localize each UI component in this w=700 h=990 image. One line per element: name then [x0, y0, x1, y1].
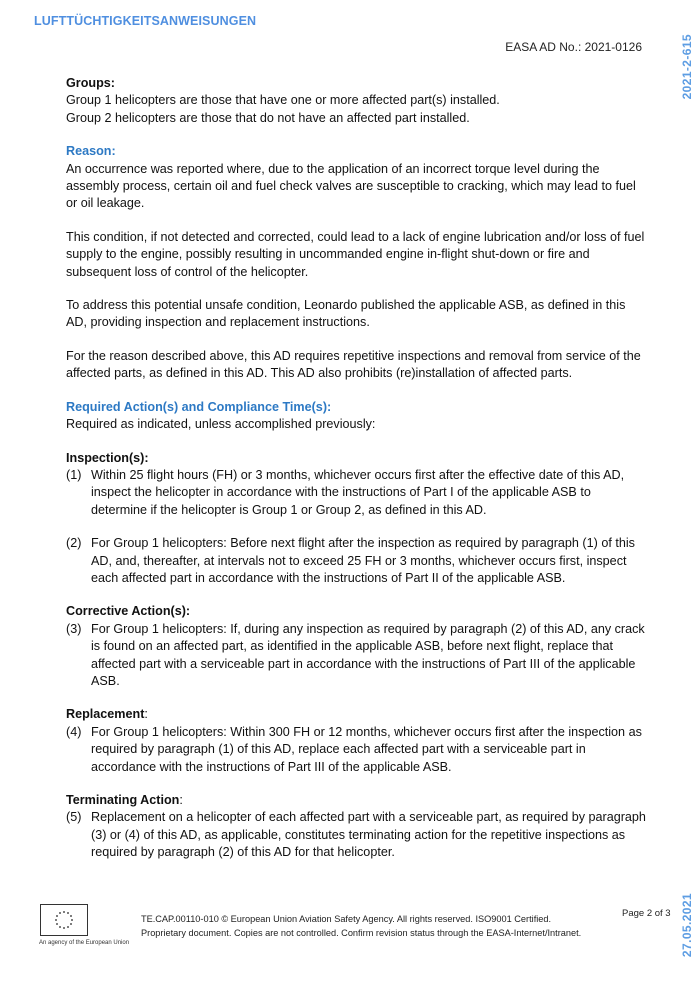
reason-paragraph: An occurrence was reported where, due to the application of an incorrect torque level during the assembly process, certain oil and fuel check valves are susceptible to cracking, which may lead to fuel or oil leakage. [66, 161, 636, 211]
item-number: (3) [66, 621, 82, 636]
footer-line: TE.CAP.00110-010 © European Union Aviation Safety Agency. All rights reserved. ISO9001 Certified. [141, 914, 552, 924]
inspection-heading: Inspection(s): [66, 450, 149, 465]
corrective-heading: Corrective Action(s): [66, 604, 191, 619]
item-text: Replacement on a helicopter of each affected part with a serviceable part, as required by paragraph (3) or (4) of this AD, as applicable, constitutes terminating action for the repetitive inspections as required by paragraph (2) of this AD for that helicopter. [91, 810, 646, 860]
ad-number: EASA AD No.: 2021-0126 [505, 40, 642, 54]
item-number: (5) [66, 810, 82, 825]
replacement-heading: Replacement [66, 707, 145, 722]
item-number: (4) [66, 724, 82, 739]
heading-colon: : [144, 707, 148, 722]
reason-heading: Reason: [66, 144, 116, 159]
heading-colon: : [179, 793, 183, 807]
item-number: (1) [66, 467, 82, 482]
terminating-heading: Terminating Action [66, 793, 180, 807]
reason-paragraph: This condition, if not detected and corrected, could lead to a lack of engine lubrication and/or loss of fuel supply to the engine, possibly resulting in uncommanded engine in-flight shut-down or fire and subsequent loss of control of the helicopter. [66, 229, 645, 279]
inspection-item [66, 467, 646, 519]
page-number: Page 2 of 3 [622, 908, 671, 919]
item-text: Within 25 flight hours (FH) or 3 months, whichever occurs first after the effective date of this AD, inspect the helicopter in accordance with the instructions of Part I of the applicable ASB to determine if the helicopter is Group 1 or Group 2, as defined in this AD. [91, 467, 625, 517]
terminating-item [66, 809, 646, 861]
eu-flag-stars [41, 905, 87, 935]
reason-paragraph: To address this potential unsafe condition, Leonardo published the applicable ASB, as defined in this AD, providing inspection and replacement instructions. [66, 298, 626, 330]
required-actions-intro: Required as indicated, unless accomplished previously: [66, 417, 376, 432]
groups-line: Group 2 helicopters are those that do not have an affected part installed. [66, 110, 470, 125]
reason-paragraph: For the reason described above, this AD requires repetitive inspections and removal from service of the affected parts, as defined in this AD. This AD also prohibits (re)installation of affected parts. [66, 348, 641, 381]
item-text: For Group 1 helicopters: Within 300 FH or 12 months, whichever occurs first after the inspection as required by paragraph (1) of this AD, replace each affected part with a serviceable part in accordance with the instructions of Part III of the applicable ASB. [91, 724, 642, 774]
corrective-item [66, 621, 646, 691]
inspection-item [66, 535, 646, 587]
required-actions-heading: Required Action(s) and Compliance Time(s): [66, 399, 332, 414]
stamp-reference: 2021-2-615 [680, 34, 694, 100]
groups-heading: Groups: [66, 76, 115, 90]
footer-notice [141, 912, 611, 940]
terminating-heading-line [66, 792, 646, 809]
item-text: For Group 1 helicopters: Before next flight after the inspection as required by paragraph (1) of this AD, and, thereafter, at intervals not to exceed 25 FH or 3 months, whichever occurs first, inspect each affected part in accordance with the instructions of Part II of the applicable ASB. [91, 536, 635, 585]
authority-header: LUFTTÜCHTIGKEITSANWEISUNGEN [34, 14, 257, 28]
document-body [66, 75, 646, 862]
item-number: (2) [66, 536, 82, 551]
item-text: For Group 1 helicopters: If, during any inspection as required by paragraph (2) of this AD, any crack is found on an affected part, as identified in the applicable ASB, before next flight, replace that affected part with a serviceable part in accordance with the instructions of Part III of the applicable ASB. [91, 621, 645, 688]
replacement-item [66, 724, 646, 776]
replacement-heading-line [66, 706, 646, 723]
agency-caption: An agency of the European Union [39, 940, 130, 946]
stamp-date: 27.05.2021 [680, 893, 694, 958]
groups-line: Group 1 helicopters are those that have one or more affected part(s) installed. [66, 93, 500, 108]
footer-line: Proprietary document. Copies are not controlled. Confirm revision status through the EASA-Internet/Intranet. [141, 928, 582, 938]
eu-flag-icon [40, 904, 88, 936]
